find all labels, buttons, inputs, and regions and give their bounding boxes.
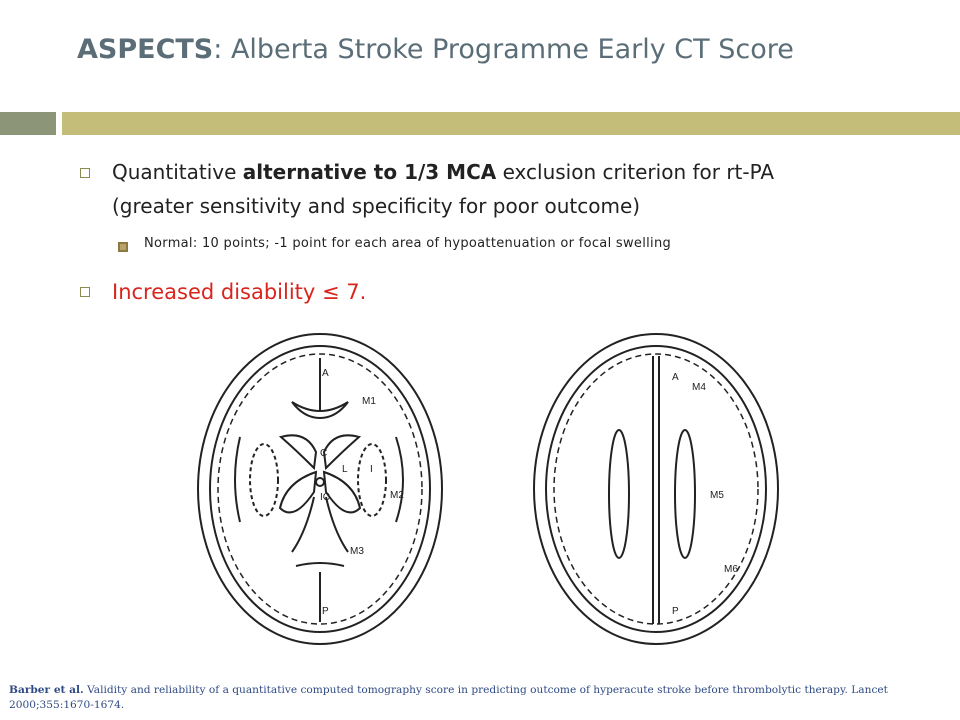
right-ventricle-body: [675, 430, 695, 558]
label-A: A: [672, 372, 679, 383]
label-M2: M2: [390, 490, 404, 501]
third-ventricle: [316, 478, 324, 486]
right-insula: [396, 437, 403, 522]
left-thalamus: [280, 472, 316, 512]
label-I: I: [370, 464, 373, 475]
sub-bullet-text: Normal: 10 points; -1 point for each area of hypoattenuation or focal swelling: [144, 236, 672, 251]
label-M1: M1: [362, 396, 376, 407]
posterior-horns: [296, 563, 344, 566]
left-ventricle-body: [609, 430, 629, 558]
bullet-text: Increased disability ≤ 7.: [112, 280, 367, 304]
label-M4: M4: [692, 382, 706, 393]
cortex-gyri: [554, 354, 758, 624]
left-lentiform: [250, 444, 278, 516]
slide-title: ASPECTS: Alberta Stroke Programme Early CT Score: [77, 34, 794, 65]
label-M5: M5: [710, 490, 724, 501]
citation: Barber et al. Validity and reliability of a quantitative computed tomography score in predicting outcome of hyperacute stroke before thrombolytic therapy. Lancet 2000;355:1670-1674.: [9, 684, 888, 711]
label-IC: IC: [320, 492, 330, 503]
square-bullet-icon: [80, 287, 90, 297]
left-caudate: [281, 435, 316, 468]
skull-inner: [546, 346, 766, 632]
bullet-text: Quantitative alternative to 1/3 MCA exclusion criterion for rt-PA (greater sensitivity and specificity for poor outcome): [112, 160, 775, 218]
right-lentiform: [358, 444, 386, 516]
skull-outer: [534, 334, 778, 644]
aspects-supraganglionic-level-diagram: [532, 332, 782, 652]
label-M6: M6: [724, 564, 738, 575]
label-A: A: [322, 368, 329, 379]
label-C: C: [320, 448, 328, 459]
label-P: P: [322, 606, 329, 617]
aspects-ganglionic-level-diagram: [196, 332, 446, 652]
filled-square-bullet-icon: [118, 242, 128, 252]
label-L: L: [342, 464, 348, 475]
left-insula: [235, 437, 240, 522]
title-accent-bar: [62, 112, 960, 135]
square-bullet-icon: [80, 168, 90, 178]
title-accent-left: [0, 112, 56, 135]
label-M3: M3: [350, 546, 364, 557]
label-P: P: [672, 606, 679, 617]
posterior-ventricles: [292, 497, 348, 552]
